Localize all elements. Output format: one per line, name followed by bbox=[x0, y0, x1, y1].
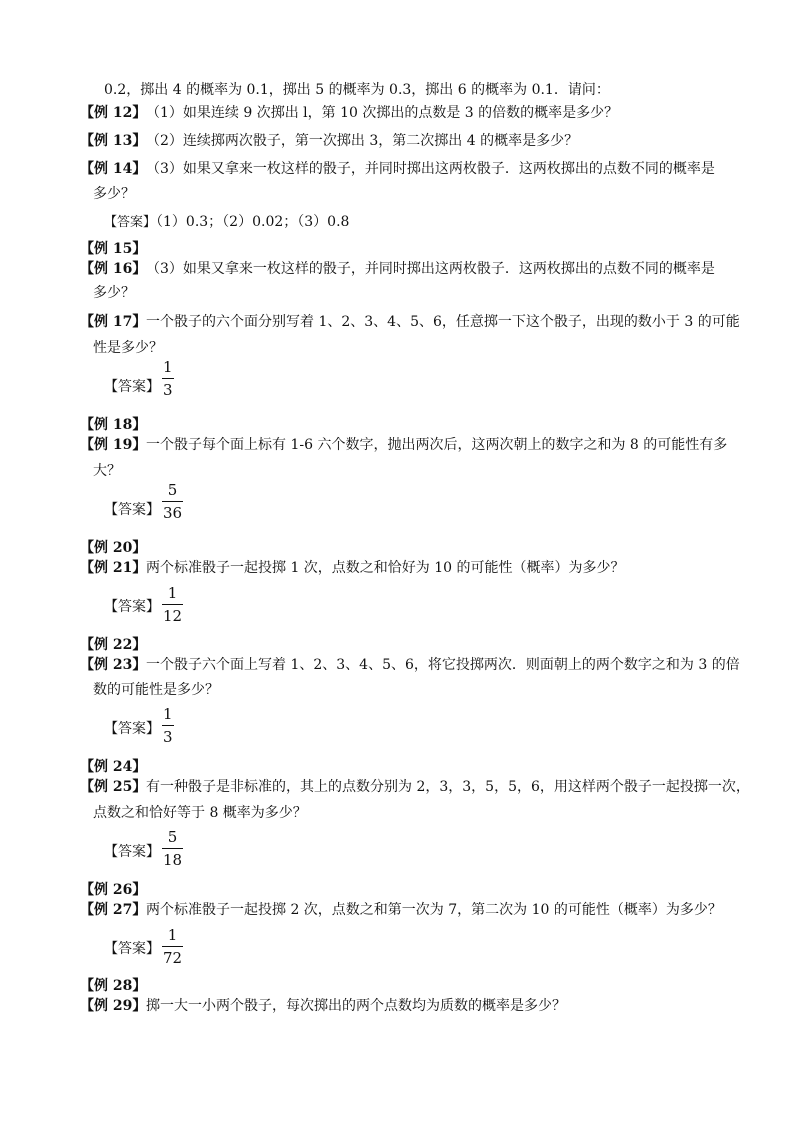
example-26-label: 【例 26】 bbox=[80, 882, 147, 898]
example-19-text: 一个骰子每个面上标有 1-6 六个数字，抛出两次后，这两次朝上的数字之和为 8 的可能性有多 bbox=[146, 437, 728, 453]
example-13-text: （2）连续掷两次骰子，第一次掷出 3，第二次掷出 4 的概率是多少？ bbox=[146, 133, 579, 149]
answer-21-label: 【答案】 bbox=[104, 599, 160, 615]
answer-25-denominator: 18 bbox=[163, 851, 183, 869]
answer-27-fraction bbox=[162, 926, 183, 967]
fraction-bar bbox=[162, 378, 174, 379]
example-23-text-cont: 数的可能性是多少？ bbox=[93, 682, 219, 698]
answer-14 bbox=[104, 212, 349, 233]
answer-25-fraction bbox=[162, 828, 183, 869]
answer-23-label: 【答案】 bbox=[104, 721, 160, 737]
fraction-bar bbox=[162, 848, 183, 849]
example-14-text-cont: 多少？ bbox=[93, 186, 135, 202]
answer-23-fraction bbox=[162, 705, 174, 746]
example-25-text: 有一种骰子是非标准的，其上的点数分别为 2，3，3，5，5，6，用这样两个骰子一起投掷一次， bbox=[146, 779, 750, 795]
fraction-bar bbox=[162, 725, 174, 726]
answer-23-numerator: 1 bbox=[163, 705, 173, 723]
example-19-text-cont: 大？ bbox=[93, 463, 121, 479]
example-24-label: 【例 24】 bbox=[80, 759, 147, 775]
intro-text: 0.2，掷出 4 的概率为 0.1，掷出 5 的概率为 0.3，掷出 6 的概率为 0.1．请问： bbox=[104, 82, 610, 98]
answer-25-label: 【答案】 bbox=[104, 844, 160, 860]
answer-27-denominator: 72 bbox=[163, 949, 183, 967]
fraction-bar bbox=[162, 604, 183, 605]
example-28-label: 【例 28】 bbox=[80, 978, 147, 994]
answer-19-label: 【答案】 bbox=[104, 502, 160, 518]
example-14-label: 【例 14】 bbox=[80, 161, 147, 177]
answer-17-fraction bbox=[162, 358, 174, 399]
example-16-text-cont: 多少？ bbox=[93, 285, 135, 301]
example-23-text: 一个骰子六个面上写着 1、2、3、4、5、6，将它投掷两次．则面朝上的两个数字之和为 3 的倍 bbox=[146, 657, 740, 673]
example-29-label: 【例 29】 bbox=[80, 998, 147, 1014]
answer-label: 【答案】 bbox=[104, 215, 157, 230]
example-29-text: 掷一大一小两个骰子，每次掷出的两个点数均为质数的概率是多少？ bbox=[146, 998, 566, 1014]
answer-14-text: （1）0.3；（2）0.02；（3）0.8 bbox=[156, 214, 350, 230]
example-20-label: 【例 20】 bbox=[80, 540, 147, 556]
answer-19-denominator: 36 bbox=[163, 504, 183, 522]
example-25-text-cont: 点数之和恰好等于 8 概率为多少？ bbox=[93, 805, 307, 821]
example-27-label: 【例 27】 bbox=[80, 902, 147, 918]
example-17-label: 【例 17】 bbox=[80, 314, 147, 330]
answer-17-label: 【答案】 bbox=[104, 379, 160, 395]
example-12-text: （1）如果连续 9 次掷出 l，第 10 次掷出的点数是 3 的倍数的概率是多少？ bbox=[146, 105, 619, 121]
fraction-bar bbox=[162, 946, 183, 947]
example-21-text: 两个标准骰子一起投掷 1 次，点数之和恰好为 10 的可能性（概率）为多少？ bbox=[146, 560, 625, 576]
example-17-text-cont: 性是多少？ bbox=[93, 340, 163, 356]
example-15-label: 【例 15】 bbox=[80, 241, 147, 257]
answer-21-fraction bbox=[162, 584, 183, 625]
example-13-label: 【例 13】 bbox=[80, 133, 147, 149]
answer-17-numerator: 1 bbox=[163, 358, 173, 376]
example-18-label: 【例 18】 bbox=[80, 417, 147, 433]
answer-19-fraction bbox=[162, 481, 183, 522]
answer-27-label: 【答案】 bbox=[104, 941, 160, 957]
example-21-label: 【例 21】 bbox=[80, 560, 147, 576]
example-17-text: 一个骰子的六个面分别写着 1、2、3、4、5、6，任意掷一下这个骰子，出现的数小于 3 的可能 bbox=[146, 314, 740, 330]
example-16-text: （3）如果又拿来一枚这样的骰子，并同时掷出这两枚骰子．这两枚掷出的点数不同的概率是 bbox=[146, 261, 715, 277]
answer-21-denominator: 12 bbox=[163, 607, 183, 625]
example-27-text: 两个标准骰子一起投掷 2 次，点数之和第一次为 7，第二次为 10 的可能性（概率）为多少？ bbox=[146, 902, 722, 918]
answer-17-denominator: 3 bbox=[163, 381, 173, 399]
example-12-label: 【例 12】 bbox=[80, 105, 147, 121]
fraction-bar bbox=[162, 501, 183, 502]
answer-25-numerator: 5 bbox=[167, 828, 178, 846]
answer-27-numerator: 1 bbox=[167, 926, 178, 944]
example-16-label: 【例 16】 bbox=[80, 261, 147, 277]
answer-21-numerator: 1 bbox=[167, 584, 178, 602]
example-25-label: 【例 25】 bbox=[80, 779, 147, 795]
example-14-text: （3）如果又拿来一枚这样的骰子，并同时掷出这两枚骰子．这两枚掷出的点数不同的概率是 bbox=[146, 161, 715, 177]
example-23-label: 【例 23】 bbox=[80, 657, 147, 673]
example-19-label: 【例 19】 bbox=[80, 437, 147, 453]
example-22-label: 【例 22】 bbox=[80, 637, 147, 653]
answer-19-numerator: 5 bbox=[167, 481, 178, 499]
answer-23-denominator: 3 bbox=[163, 728, 173, 746]
